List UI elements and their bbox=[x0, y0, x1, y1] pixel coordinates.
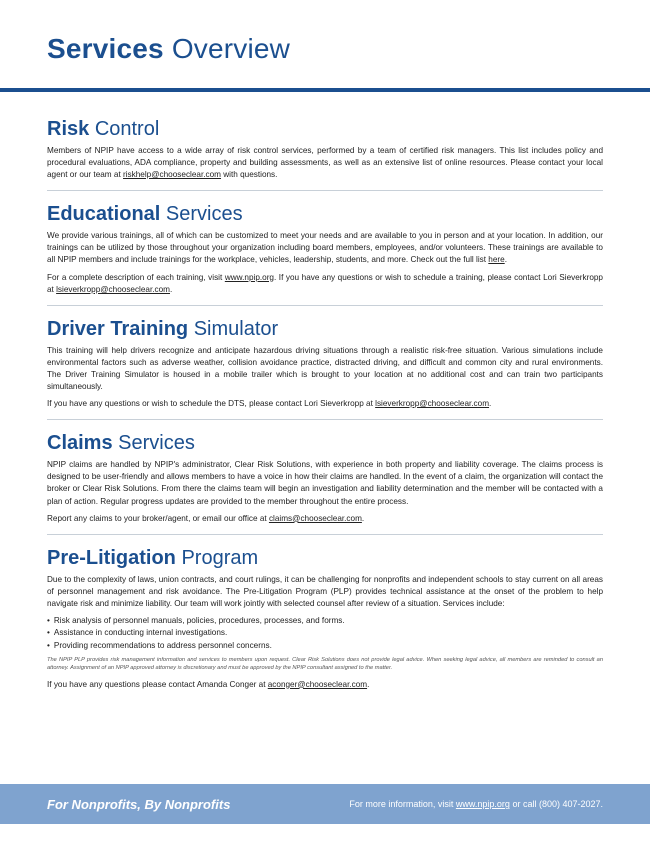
section-title-bold: Claims bbox=[47, 432, 113, 455]
section-title bbox=[47, 432, 603, 454]
section-title-bold: Risk bbox=[47, 118, 90, 140]
section-paragraph: Due to the complexity of laws, union contracts, and court rulings, it can be challenging for nonprofits and independent schools to stay current on all areas of personnel management and risk avoidance. The Pre-Litigation Program (PLP) provides technical assistance at the onset of the problem to help navigate risk and minimize liability. Our team will work jointly with selected counsel after review of a situation. Services include: bbox=[47, 574, 603, 608]
paragraph-text: If you have any questions or wish to schedule the DTS, please contact Lori Sieverkropp at bbox=[47, 399, 376, 409]
paragraph-text: For a complete description of each training, visit bbox=[47, 272, 225, 282]
paragraph-text: Report any claims to your broker/agent, or email our office at bbox=[47, 513, 269, 523]
section-claims-services bbox=[47, 432, 603, 524]
paragraph-text: We provide various trainings, all of which can be customized to meet your needs and are available to you in person and at your location. In addition, our trainings can be utilized by those throughout your organization including board members, employees, and/or volunteers. These trainings are available to all NPIP members and include trainings for the workplace, vehicles, leadership, students, and more. Check out the full list bbox=[47, 231, 603, 265]
lsieverkropp-email-link[interactable]: lsieverkropp@chooseclear.com bbox=[56, 284, 170, 294]
section-divider bbox=[47, 190, 603, 191]
footer-tagline: For Nonprofits, By Nonprofits bbox=[47, 796, 231, 812]
page-title-bold: Services bbox=[47, 33, 164, 64]
bullet-item: • Risk analysis of personnel manuals, policies, procedures, processes, and forms. bbox=[47, 615, 603, 627]
paragraph-text: . bbox=[367, 679, 370, 689]
section-paragraph: NPIP claims are handled by NPIP's administrator, Clear Risk Solutions, with experience in both property and liability coverage. The claims process is designed to be user-friendly and allows members to have a voice in how their claims are handled. In the event of a claim, the organization will contact the broker or Clear Risk Solutions. From there the claims team will begin an investigation and liability determination and the member will be contacted with a plan of action. Regular progress updates are provided to the member throughout the entire process. bbox=[47, 460, 603, 506]
footer-contact bbox=[349, 799, 603, 809]
paragraph-text: . bbox=[489, 399, 492, 409]
content bbox=[0, 92, 650, 691]
footer-bar bbox=[0, 784, 650, 824]
paragraph-text: . If you have any questions or wish to schedule a training, please contact Lori Sieverkropp at bbox=[47, 272, 603, 294]
footer-contact-text: For more information, visit bbox=[349, 799, 456, 809]
section-title bbox=[47, 203, 603, 225]
section-pre-litigation bbox=[47, 547, 603, 691]
npip-website-link[interactable]: www.npip.org bbox=[224, 272, 274, 282]
section-title bbox=[47, 318, 603, 340]
riskhelp-email-link[interactable]: riskhelp@chooseclear.com bbox=[123, 170, 221, 180]
section-title-bold: Driver Training bbox=[47, 317, 189, 340]
training-list-link[interactable]: here bbox=[488, 255, 505, 265]
section-divider bbox=[47, 419, 603, 420]
claims-email-link[interactable]: claims@chooseclear.com bbox=[268, 513, 362, 523]
aconger-email-link[interactable]: aconger@chooseclear.com bbox=[267, 679, 368, 689]
section-paragraph bbox=[47, 513, 603, 525]
lsieverkropp-email-link[interactable]: lsieverkropp@chooseclear.com bbox=[375, 399, 490, 409]
footer-contact-text: or call (800) 407-2027. bbox=[509, 799, 603, 809]
section-title-light: Services bbox=[165, 203, 243, 226]
section-paragraph bbox=[47, 145, 603, 181]
section-driver-training bbox=[47, 318, 603, 410]
section-title-light: Services bbox=[118, 432, 195, 455]
section-title bbox=[47, 118, 603, 140]
paragraph-text: with questions. bbox=[220, 170, 278, 180]
paragraph-text: . bbox=[361, 513, 365, 523]
section-title-light: Control bbox=[94, 118, 160, 140]
paragraph-text: If you have any questions please contact Amanda Conger at bbox=[47, 679, 268, 689]
section-title-light: Program bbox=[181, 546, 259, 569]
section-title-light: Simulator bbox=[193, 317, 279, 340]
section-risk-control bbox=[47, 118, 603, 181]
footer-npip-link[interactable]: www.npip.org bbox=[455, 799, 510, 809]
page-title bbox=[47, 33, 603, 65]
services-bullet-list bbox=[47, 615, 603, 652]
paragraph-text: . bbox=[170, 284, 173, 294]
bullet-item: • Providing recommendations to address personnel concerns. bbox=[47, 640, 603, 652]
section-divider bbox=[47, 534, 603, 535]
section-paragraph: This training will help drivers recognize and anticipate hazardous driving situations through a realistic risk-free situation. Various simulations include environmental factors such as adverse weather, collision avoidance practice, distracted driving, and difficult and common city and rural environments. The Driver Training Simulator is housed in a mobile trailer which is brought to your location at no additional cost and can train two participants simultaneously. bbox=[47, 345, 603, 392]
page-header bbox=[0, 0, 650, 88]
section-educational-services bbox=[47, 203, 603, 295]
section-title-bold: Educational bbox=[47, 203, 161, 226]
section-title bbox=[47, 547, 603, 569]
section-paragraph bbox=[47, 398, 603, 410]
paragraph-text: . bbox=[504, 255, 507, 265]
section-paragraph bbox=[47, 272, 603, 296]
bullet-item: • Assistance in conducting internal investigations. bbox=[47, 627, 603, 639]
section-paragraph bbox=[47, 679, 603, 691]
page-title-light: Overview bbox=[171, 33, 291, 64]
section-paragraph bbox=[47, 230, 603, 266]
section-title-bold: Pre-Litigation bbox=[47, 546, 176, 569]
plp-disclaimer: The NPIP PLP provides risk management information and services to members upon request. Clear Risk Solutions does not provide legal advice. When seeking legal advice, all members are reminded to consult an attorney. Assignment of an NPIP approved attorney is discretionary and must be approved by the NPIP consultant assigned to the matter. bbox=[47, 657, 603, 672]
paragraph-text: Members of NPIP have access to a wide array of risk control services, performed by a team of certified risk managers. This list includes policy and procedural evaluations, ADA compliance, property and building assessments, as well as an extensive list of online resources. Please contact your local agent or our team at bbox=[47, 146, 603, 180]
section-divider bbox=[47, 305, 603, 306]
